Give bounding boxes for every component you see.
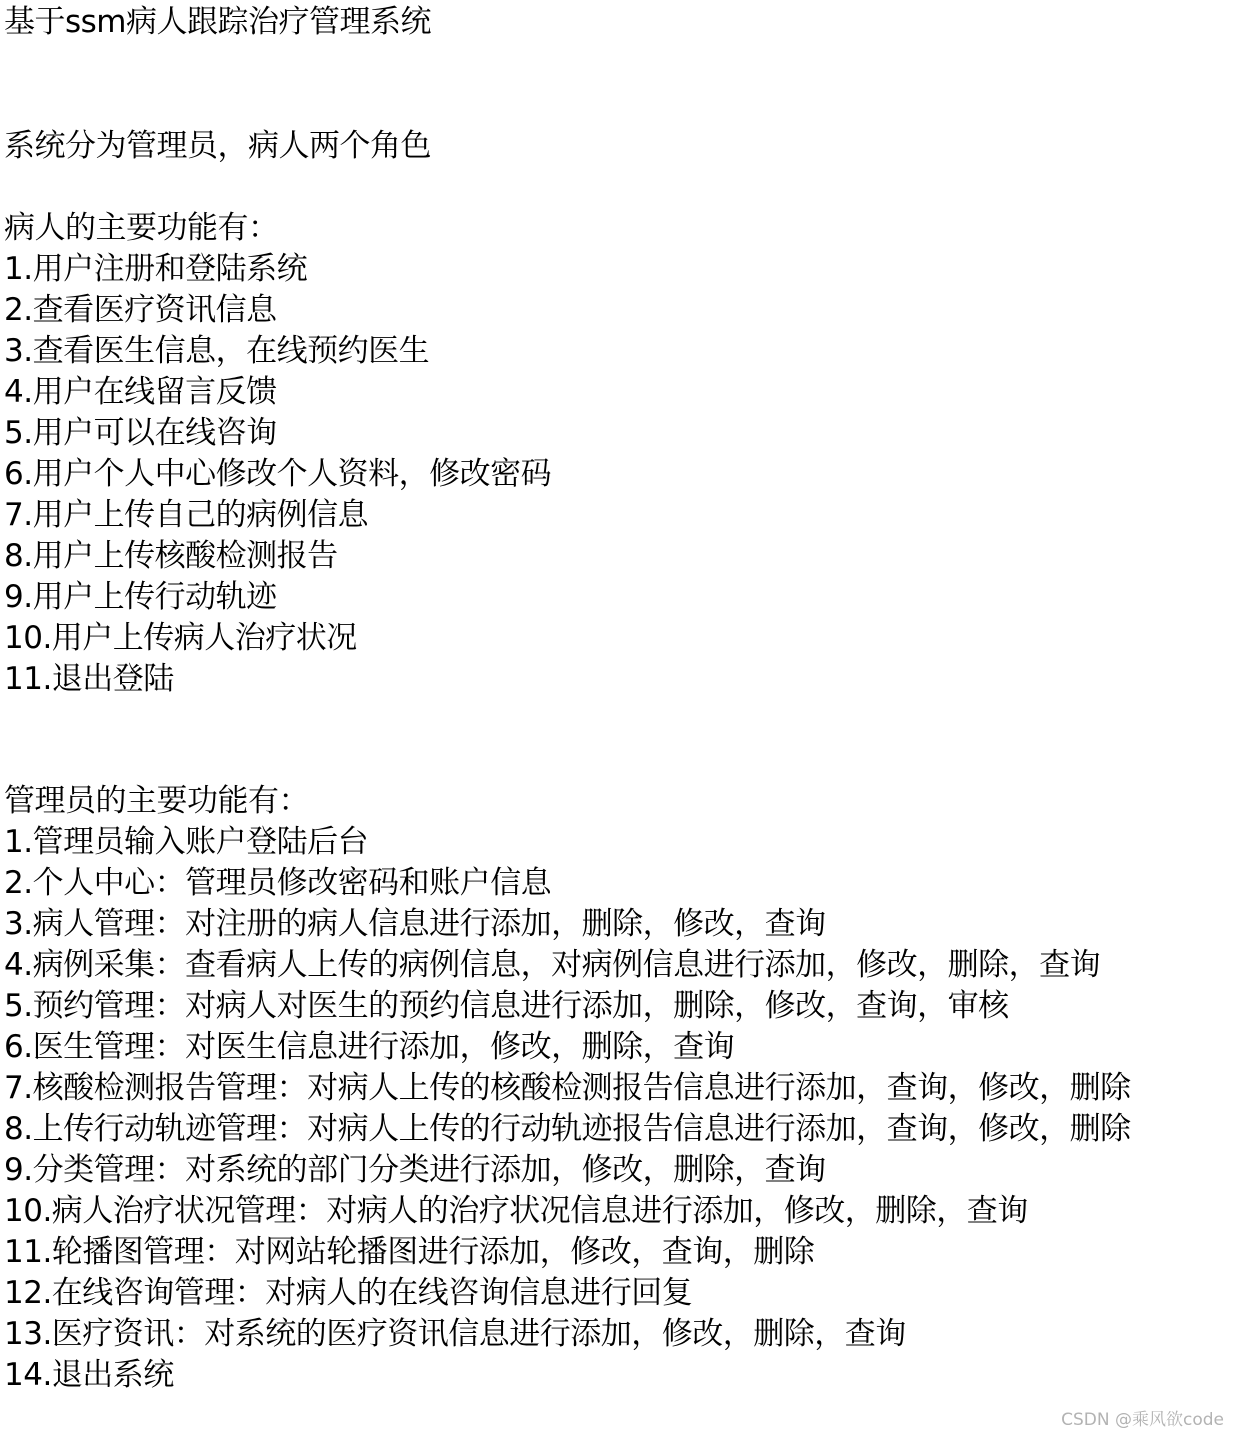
list-item: 11.轮播图管理：对网站轮播图进行添加，修改，查询，删除 [4,1234,815,1270]
list-item: 7.用户上传自己的病例信息 [4,497,369,533]
list-item: 7.核酸检测报告管理：对病人上传的核酸检测报告信息进行添加，查询，修改，删除 [4,1070,1131,1106]
list-item: 1.管理员输入账户登陆后台 [4,824,369,860]
list-item: 4.病例采集：查看病人上传的病例信息，对病例信息进行添加，修改，删除，查询 [4,947,1101,983]
list-item: 11.退出登陆 [4,661,174,697]
list-item: 9.用户上传行动轨迹 [4,579,277,615]
list-item: 10.用户上传病人治疗状况 [4,620,357,656]
list-item: 10.病人治疗状况管理：对病人的治疗状况信息进行添加，修改，删除，查询 [4,1193,1028,1229]
patient-features-section [4,208,551,700]
list-item: 2.个人中心：管理员修改密码和账户信息 [4,865,552,901]
list-item: 5.预约管理：对病人对医生的预约信息进行添加，删除，修改，查询，审核 [4,988,1009,1024]
list-item: 3.查看医生信息，在线预约医生 [4,333,430,369]
list-item: 8.用户上传核酸检测报告 [4,538,338,574]
list-item: 6.医生管理：对医生信息进行添加，修改，删除，查询 [4,1029,735,1065]
list-item: 13.医疗资讯：对系统的医疗资讯信息进行添加，修改，删除，查询 [4,1316,906,1352]
list-item: 2.查看医疗资讯信息 [4,292,277,328]
list-item: 4.用户在线留言反馈 [4,374,277,410]
admin-features-section [4,781,1131,1396]
list-item: 14.退出系统 [4,1357,174,1393]
list-item: 9.分类管理：对系统的部门分类进行添加，修改，删除，查询 [4,1152,826,1188]
list-item: 3.病人管理：对注册的病人信息进行添加，删除，修改，查询 [4,906,826,942]
document-title: 基于ssm病人跟踪治疗管理系统 [4,4,431,40]
list-item: 5.用户可以在线咨询 [4,415,277,451]
admin-features-heading: 管理员的主要功能有： [4,783,309,819]
list-item: 1.用户注册和登陆系统 [4,251,308,287]
list-item: 6.用户个人中心修改个人资料，修改密码 [4,456,552,492]
roles-intro: 系统分为管理员，病人两个角色 [4,128,431,164]
csdn-watermark: CSDN @乘风欲code [1061,1410,1224,1430]
patient-features-heading: 病人的主要功能有： [4,210,279,246]
list-item: 8.上传行动轨迹管理：对病人上传的行动轨迹报告信息进行添加，查询，修改，删除 [4,1111,1131,1147]
list-item: 12.在线咨询管理：对病人的在线咨询信息进行回复 [4,1275,693,1311]
